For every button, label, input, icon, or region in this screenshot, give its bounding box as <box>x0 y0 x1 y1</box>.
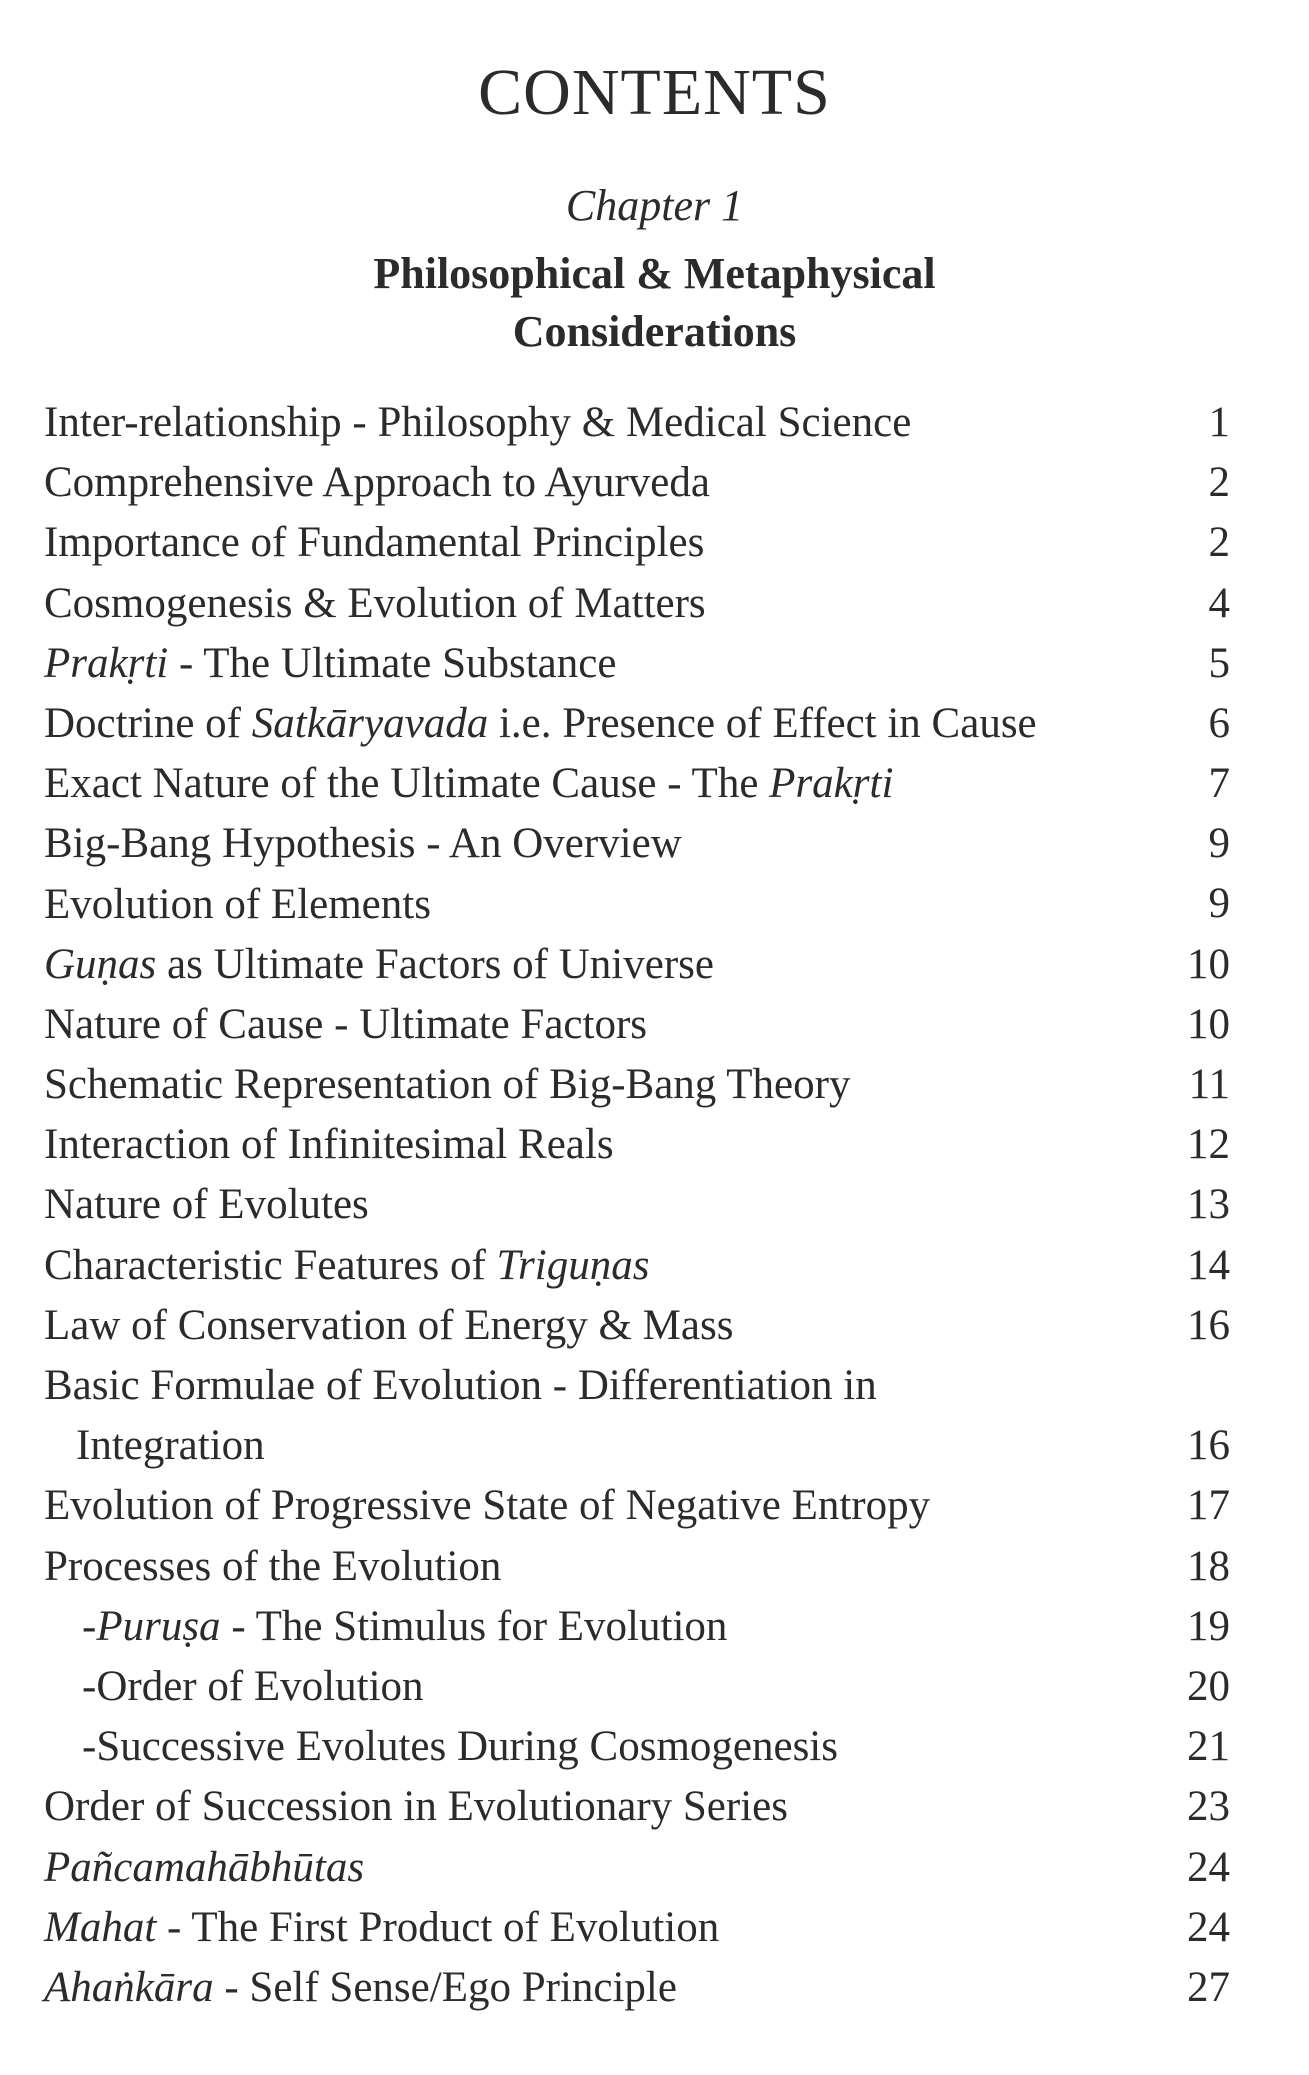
chapter-title <box>0 245 1309 361</box>
toc-entry-title-line <box>44 1061 850 1108</box>
toc-entry-title <box>44 1296 1244 1356</box>
toc-text: Nature of Evolutes <box>44 1181 369 1229</box>
toc-page-number: 6 <box>1208 699 1230 747</box>
toc-entry <box>44 754 1244 814</box>
toc-text: Importance of Fundamental Principles <box>44 519 705 567</box>
toc-entry <box>44 1055 1244 1115</box>
toc-entry-title-line <box>82 1663 424 1710</box>
toc-page-number: 9 <box>1208 880 1230 928</box>
toc-text: Exact Nature of the Ultimate Cause - The <box>44 760 770 808</box>
toc-page-number: 20 <box>1187 1662 1230 1710</box>
toc-term-italic: Puruṣa <box>96 1602 221 1650</box>
toc-page-number: 23 <box>1187 1783 1230 1831</box>
toc-entry-title-line <box>44 941 714 988</box>
toc-entry-title-line <box>44 1302 733 1349</box>
toc-entry <box>44 875 1244 935</box>
toc-entry-title-line <box>44 640 616 687</box>
toc-entry-title-line <box>44 1242 649 1289</box>
toc-text: - The Stimulus for Evolution <box>220 1602 728 1650</box>
toc-page-number: 13 <box>1187 1181 1230 1229</box>
toc-entry-title-line <box>44 1362 877 1409</box>
toc-term-italic: Prakṛti <box>44 639 169 687</box>
chapter-title-line-2: Considerations <box>512 307 797 356</box>
toc-entry-title <box>44 1597 1244 1657</box>
toc-entry-title <box>44 694 1244 754</box>
toc-text: Characteristic Features of <box>44 1241 497 1289</box>
toc-entry-title-line <box>44 1543 501 1590</box>
chapter-title-line-1: Philosophical & Metaphysical <box>373 249 936 298</box>
toc-term-italic: Mahat <box>44 1903 157 1951</box>
toc-page-number: 16 <box>1187 1422 1230 1470</box>
toc-page-number: 18 <box>1187 1542 1230 1590</box>
toc-entry-title <box>44 754 1244 814</box>
toc-entry-title <box>44 1777 1244 1837</box>
toc-page-number: 2 <box>1208 459 1230 507</box>
toc-entry-title-line <box>44 881 431 928</box>
toc-page-number: 16 <box>1187 1301 1230 1349</box>
toc-term-italic: Satkāryavada <box>251 699 489 747</box>
toc-page-number: 14 <box>1187 1241 1230 1289</box>
toc-entry-title <box>44 1958 1244 2018</box>
toc-entry-title-line <box>44 459 710 506</box>
toc-term-italic: Ahaṅkāra <box>44 1963 214 2011</box>
toc-page-number: 21 <box>1187 1723 1230 1771</box>
toc-term-italic: Triguṇas <box>496 1241 650 1289</box>
toc-text: as Ultimate Factors of Universe <box>156 940 714 988</box>
toc-page-number: 4 <box>1208 579 1230 627</box>
toc-entry-title <box>44 1236 1244 1296</box>
toc-entry-title <box>44 1838 1244 1898</box>
toc-entry-title <box>44 634 1244 694</box>
toc-entry-title-line <box>44 580 706 627</box>
toc-page-number: 27 <box>1187 1963 1230 2011</box>
chapter-label: Chapter 1 <box>565 181 744 230</box>
toc-text: Processes of the Evolution <box>44 1542 502 1590</box>
toc-entry <box>44 1296 1244 1356</box>
toc-entry <box>44 1958 1244 2018</box>
toc-text: Doctrine of <box>44 699 252 747</box>
toc-text: Inter-relationship - Philosophy & Medical Science <box>44 399 912 446</box>
toc-text: Cosmogenesis & Evolution of Matters <box>44 579 706 627</box>
toc-page-number: 9 <box>1208 820 1230 868</box>
toc-text: Interaction of Infinitesimal Reals <box>44 1121 614 1169</box>
toc-entry <box>44 1175 1244 1235</box>
toc-entry-title <box>44 1537 1244 1597</box>
toc-page-number: 12 <box>1187 1121 1230 1169</box>
toc-text: -Order of Evolution <box>82 1662 424 1710</box>
toc-page-number: 7 <box>1208 760 1230 808</box>
toc-text: Schematic Representation of Big-Bang Theory <box>44 1061 851 1109</box>
toc-entry <box>44 1597 1244 1657</box>
toc-entry-title <box>44 513 1244 573</box>
toc-entry-title-line <box>44 1121 614 1168</box>
toc-text: Evolution of Elements <box>44 880 431 928</box>
toc-entry <box>44 1476 1244 1536</box>
toc-entry-title <box>44 1175 1244 1235</box>
toc-page-number: 11 <box>1188 1061 1230 1109</box>
toc-page-number: 1 <box>1208 398 1230 446</box>
toc-page-number: 24 <box>1187 1903 1230 1951</box>
toc-entry-title-line <box>44 1904 719 1951</box>
toc-text: Law of Conservation of Energy & Mass <box>44 1301 734 1349</box>
toc-page-number: 10 <box>1187 940 1230 988</box>
toc-text: Nature of Cause - Ultimate Factors <box>44 1000 648 1048</box>
toc-entry-title <box>44 1055 1244 1115</box>
toc-entry-title-line <box>44 1482 930 1529</box>
toc-text: Order of Succession in Evolutionary Series <box>44 1783 788 1831</box>
toc-entry-title <box>44 453 1244 513</box>
toc-term-italic: Pañcamahābhūtas <box>44 1843 365 1891</box>
toc-entry-title-line <box>44 760 893 807</box>
toc-entry-title <box>44 1657 1244 1717</box>
table-of-contents <box>44 393 1244 2018</box>
toc-entry-title-line <box>44 1783 788 1830</box>
toc-entry <box>44 1356 1244 1476</box>
toc-entry-title <box>44 574 1244 634</box>
toc-entry <box>44 634 1244 694</box>
toc-entry-title-line <box>44 820 682 867</box>
toc-text: Comprehensive Approach to Ayurveda <box>44 459 710 507</box>
toc-entry-title-line <box>44 1844 364 1891</box>
toc-entry <box>44 1717 1244 1777</box>
toc-entry-title-line <box>44 700 1037 747</box>
toc-page-number: 10 <box>1187 1000 1230 1048</box>
toc-text: - Self Sense/Ego Principle <box>213 1963 677 2011</box>
toc-text: i.e. Presence of Effect in Cause <box>488 699 1037 747</box>
toc-entry-title <box>44 1717 1244 1777</box>
toc-entry <box>44 393 1244 453</box>
toc-text: - <box>82 1602 97 1650</box>
toc-entry <box>44 935 1244 995</box>
toc-text: -Successive Evolutes During Cosmogenesis <box>82 1723 838 1771</box>
toc-page-number: 24 <box>1187 1843 1230 1891</box>
toc-text: Basic Formulae of Evolution - Differentiation in <box>44 1362 877 1409</box>
toc-entry-title-continuation: Integration <box>76 1422 265 1470</box>
toc-page-number: 2 <box>1208 519 1230 567</box>
toc-entry <box>44 453 1244 513</box>
toc-entry-title <box>44 1115 1244 1175</box>
toc-entry-title-line <box>44 1001 647 1048</box>
toc-entry <box>44 995 1244 1055</box>
toc-entry-title-line <box>82 1723 838 1770</box>
toc-entry <box>44 1898 1244 1958</box>
toc-text: Evolution of Progressive State of Negative Entropy <box>44 1482 931 1530</box>
toc-term-italic: Prakṛti <box>769 760 894 808</box>
toc-page-number: 17 <box>1187 1482 1230 1530</box>
toc-entry-title <box>44 1476 1244 1536</box>
toc-entry <box>44 694 1244 754</box>
toc-entry-title <box>44 995 1244 1055</box>
page-title: CONTENTS <box>478 56 831 129</box>
toc-entry <box>44 1236 1244 1296</box>
toc-entry-title <box>44 875 1244 935</box>
toc-entry-title <box>44 1356 1244 1476</box>
toc-entry <box>44 1838 1244 1898</box>
toc-entry-title <box>44 814 1244 874</box>
toc-entry <box>44 1657 1244 1717</box>
toc-entry-title <box>44 935 1244 995</box>
toc-entry <box>44 574 1244 634</box>
toc-entry <box>44 1777 1244 1837</box>
toc-entry <box>44 1115 1244 1175</box>
toc-entry <box>44 1537 1244 1597</box>
toc-entry-title-line <box>44 1964 677 2011</box>
toc-entry-title <box>44 1898 1244 1958</box>
toc-entry-title-line <box>44 399 911 446</box>
toc-page-number: 5 <box>1208 639 1230 687</box>
toc-entry <box>44 814 1244 874</box>
toc-entry <box>44 513 1244 573</box>
toc-page-number: 19 <box>1187 1602 1230 1650</box>
toc-term-italic: Guṇas <box>44 940 157 988</box>
toc-entry-title-line <box>82 1603 727 1650</box>
toc-entry-title-line <box>44 1181 369 1228</box>
toc-text: Big-Bang Hypothesis - An Overview <box>44 820 682 868</box>
toc-text: - The First Product of Evolution <box>156 1903 720 1951</box>
toc-entry-title <box>44 393 1244 453</box>
toc-text: - The Ultimate Substance <box>168 639 617 687</box>
toc-entry-title-line <box>44 519 704 566</box>
